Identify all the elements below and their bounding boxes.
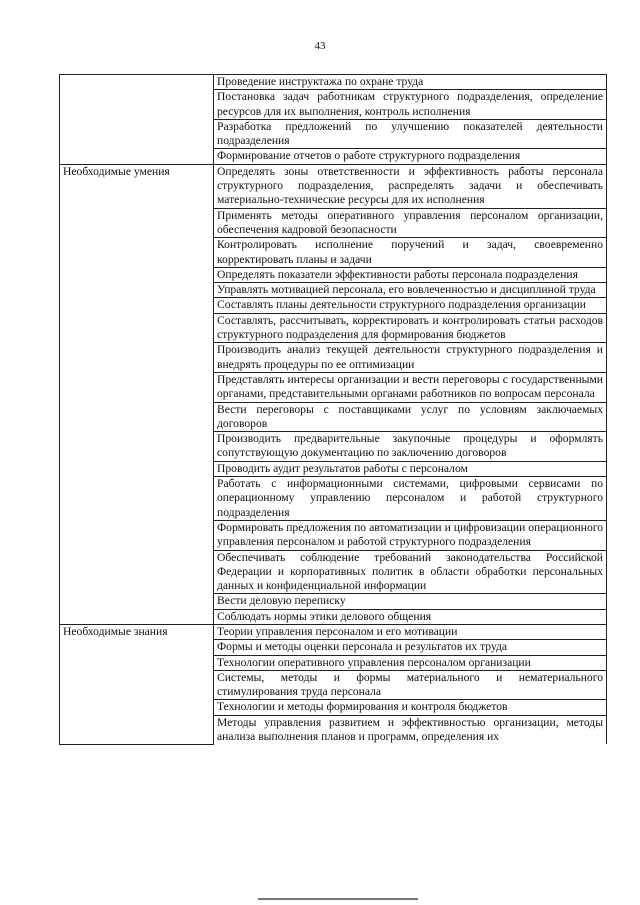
requirement-item: Проведение инструктажа по охране труда [214,75,607,90]
requirement-item: Работать с информационными системами, цифровыми сервисами по операционному управлению персоналом и работой структурного подразделения [214,477,607,521]
requirement-item: Управлять мотивацией персонала, его вовлеченностью и дисциплиной труда [214,283,607,298]
requirements-table-body [60,75,607,745]
requirement-item: Вести деловую переписку [214,594,607,609]
requirement-item: Контролировать исполнение поручений и задач, своевременно корректировать планы и задачи [214,238,607,268]
requirement-item: Производить предварительные закупочные процедуры и оформлять сопутствующую документацию по заключению договоров [214,432,607,462]
requirement-item: Формировать предложения по автоматизации и цифровизации операционного управления персоналом и работой структурного подразделения [214,520,607,550]
section-label: Необходимые знания [60,624,214,744]
requirement-item: Теории управления персоналом и его мотивации [214,624,607,639]
requirement-item: Применять методы оперативного управления персоналом организации, обеспечения кадровой безопасности [214,208,607,238]
bottom-edge-mark [258,898,418,900]
requirement-item: Составлять планы деятельности структурного подразделения организации [214,298,607,313]
table-row [60,164,607,208]
requirement-item: Технологии оперативного управления персоналом организации [214,655,607,670]
requirement-item: Методы управления развитием и эффективностью организации, методы анализа выполнения планов и программ, определения их [214,715,607,744]
requirement-item: Разработка предложений по улучшению показателей деятельности подразделения [214,119,607,149]
requirement-item: Соблюдать нормы этики делового общения [214,609,607,624]
requirement-item: Формы и методы оценки персонала и результатов их труда [214,640,607,655]
requirement-item: Формирование отчетов о работе структурного подразделения [214,149,607,164]
requirements-table [59,74,607,745]
table-row [60,624,607,639]
requirement-item: Представлять интересы организации и вести переговоры с государственными органами, представительными органами работников по вопросам персонала [214,372,607,402]
requirement-item: Определять показатели эффективности работы персонала подразделения [214,267,607,282]
requirement-item: Производить анализ текущей деятельности структурного подразделения и внедрять процедуры по ее оптимизации [214,343,607,373]
page-number: 43 [314,40,326,52]
requirement-item: Постановка задач работникам структурного подразделения, определение ресурсов для их выполнения, контроль исполнения [214,90,607,120]
requirement-item: Вести переговоры с поставщиками услуг по условиям заключаемых договоров [214,402,607,432]
table-row [60,75,607,90]
requirement-item: Определять зоны ответственности и эффективность работы персонала структурного подразделения, распределять задачи и обеспечивать материально-технические ресурсы для их исполнения [214,164,607,208]
requirement-item: Обеспечивать соблюдение требований законодательства Российской Федерации и корпоративных политик в области обработки персональных данных и конфиденциальной информации [214,550,607,594]
section-label: Необходимые умения [60,164,214,624]
section-label [60,75,214,165]
requirement-item: Проводить аудит результатов работы с персоналом [214,461,607,476]
requirement-item: Технологии и методы формирования и контроля бюджетов [214,700,607,715]
requirement-item: Системы, методы и формы материального и нематериального стимулирования труда персонала [214,670,607,700]
requirement-item: Составлять, рассчитывать, корректировать и контролировать статьи расходов структурного подразделения для формирования бюджетов [214,313,607,343]
